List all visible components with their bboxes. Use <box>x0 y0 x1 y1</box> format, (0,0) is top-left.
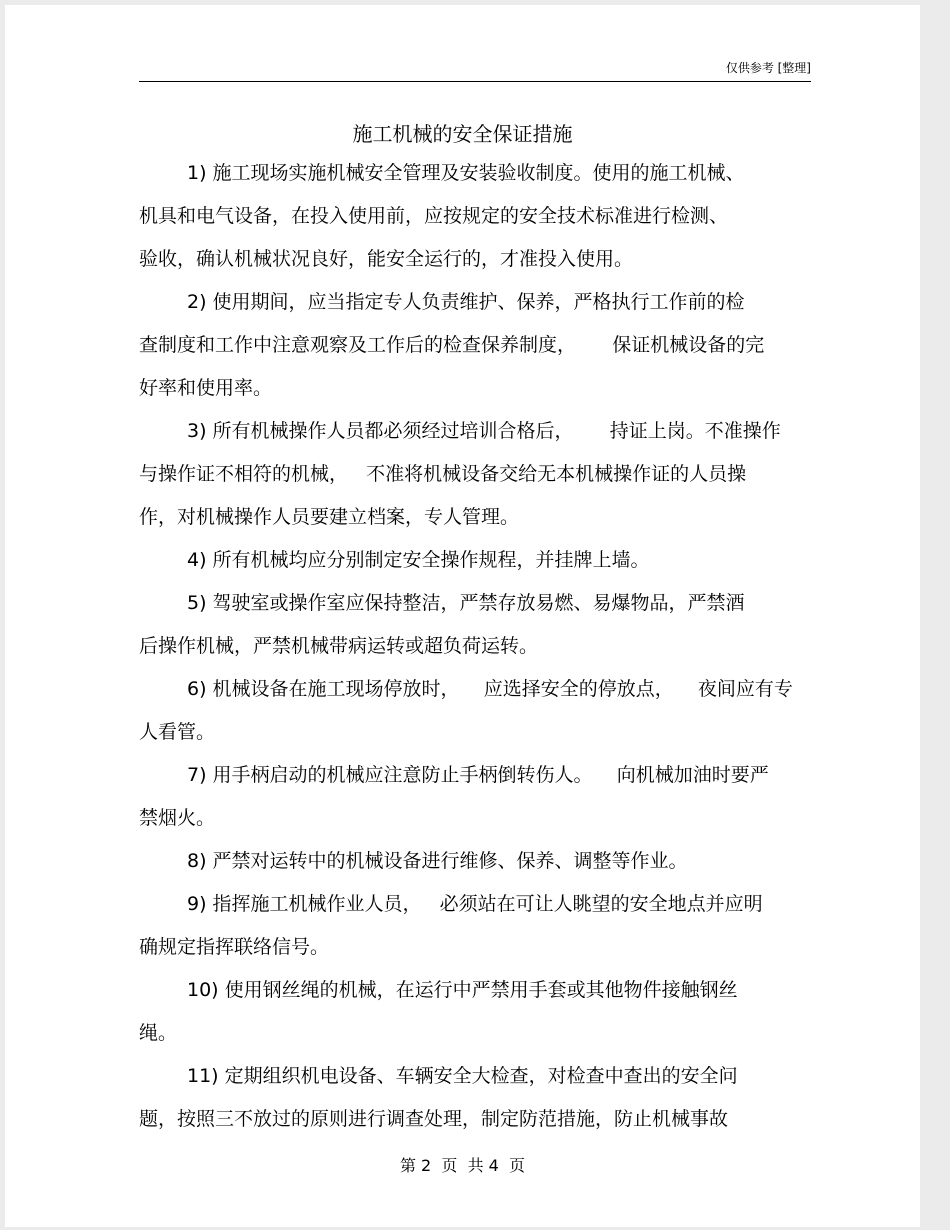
paragraph <box>139 410 811 539</box>
paragraph <box>139 582 811 668</box>
paragraph-line: 4) 所有机械均应分别制定安全操作规程，并挂牌上墙。 <box>187 549 650 571</box>
paragraph-line: 5) 驾驶室或操作室应保持整洁，严禁存放易燃、易爆物品，严禁酒 <box>187 592 745 614</box>
page-footer: 第 2 页 共 4 页 <box>399 1156 526 1175</box>
paragraph-line: 禁烟火。 <box>139 807 216 829</box>
paragraph-line: 后操作机械，严禁机械带病运转或超负荷运转。 <box>139 635 539 657</box>
paragraph-line: 确规定指挥联络信号。 <box>139 936 330 958</box>
paragraph <box>139 969 811 1055</box>
paragraph-line: 绳。 <box>139 1022 178 1044</box>
paragraph <box>139 539 811 582</box>
paragraph-line: 人看管。 <box>139 721 216 743</box>
paragraph-line: 2) 使用期间，应当指定专人负责维护、保养，严格执行工作前的检 <box>187 291 745 313</box>
paragraph-line: 好率和使用率。 <box>139 377 273 399</box>
paragraph-line: 1) 施工现场实施机械安全管理及安装验收制度。使用的施工机械、 <box>187 162 745 184</box>
paragraph <box>139 883 811 969</box>
paragraph <box>139 281 811 410</box>
paragraph-line: 作，对机械操作人员要建立档案，专人管理。 <box>139 506 520 528</box>
paragraph-line: 9) 指挥施工机械作业人员， 必须站在可让人眺望的安全地点并应明 <box>187 893 763 915</box>
paragraph-line: 11) 定期组织机电设备、车辆安全大检查，对检查中查出的安全问 <box>187 1065 738 1087</box>
document-page <box>5 5 920 1227</box>
paragraph-line: 7) 用手柄启动的机械应注意防止手柄倒转伤人。 向机械加油时要严 <box>187 764 769 786</box>
paragraph-line: 10) 使用钢丝绳的机械，在运行中严禁用手套或其他物件接触钢丝 <box>187 979 738 1001</box>
paragraph-line: 查制度和工作中注意观察及工作后的检查保养制度， 保证机械设备的完 <box>139 334 765 356</box>
page-header <box>139 49 811 82</box>
paragraph-line: 3) 所有机械操作人员都必须经过培训合格后， 持证上岗。不准操作 <box>187 420 781 442</box>
paragraph-line: 与操作证不相符的机械， 不准将机械设备交给无本机械操作证的人员操 <box>139 463 747 485</box>
paragraph <box>139 840 811 883</box>
paragraph-line: 题，按照三不放过的原则进行调查处理，制定防范措施，防止机械事故 <box>139 1108 729 1130</box>
paragraph <box>139 1055 811 1141</box>
paragraph <box>139 152 811 281</box>
paragraph <box>139 668 811 754</box>
paragraph <box>139 754 811 840</box>
document-body <box>139 152 811 1141</box>
paragraph-line: 6) 机械设备在施工现场停放时， 应选择安全的停放点， 夜间应有专 <box>187 678 793 700</box>
paragraph-line: 验收，确认机械状况良好，能安全运行的，才准投入使用。 <box>139 248 634 270</box>
header-text: 仅供参考 [整理] <box>725 61 811 75</box>
paragraph-line: 机具和电气设备，在投入使用前，应按规定的安全技术标准进行检测、 <box>139 205 729 227</box>
paragraph-line: 8) 严禁对运转中的机械设备进行维修、保养、调整等作业。 <box>187 850 688 872</box>
document-title: 施工机械的安全保证措施 <box>352 122 573 146</box>
